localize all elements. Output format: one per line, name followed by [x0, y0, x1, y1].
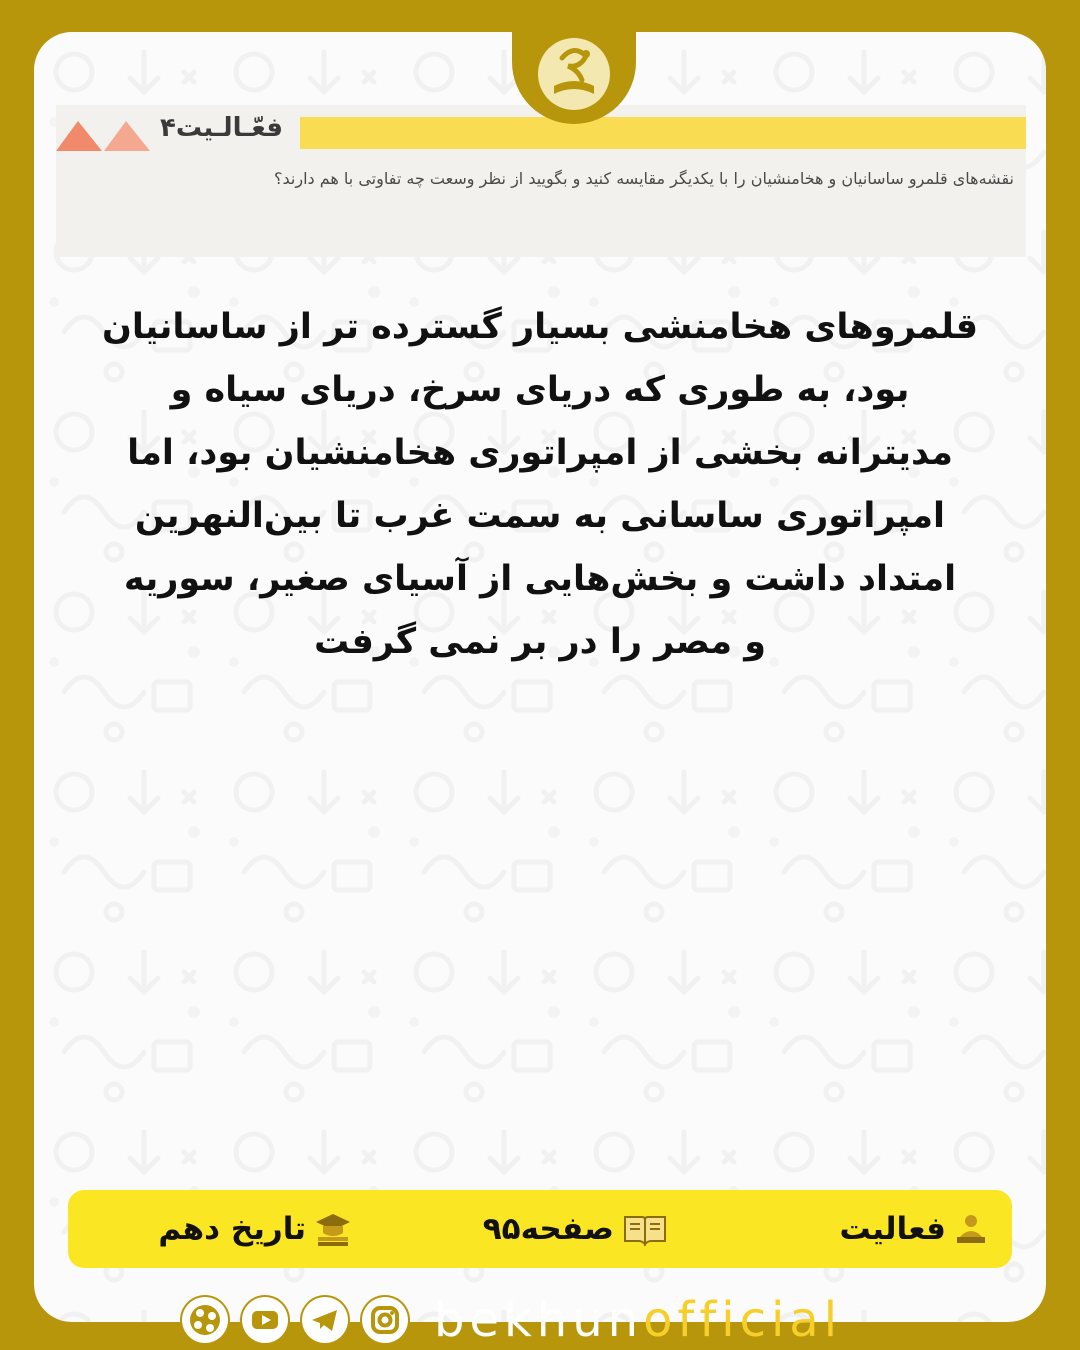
- brand-handle[interactable]: bekhunofficial: [434, 1292, 843, 1348]
- bekhun-logo-icon: [534, 34, 614, 114]
- graduation-cap-icon: [314, 1211, 352, 1247]
- activity-question: نقشه‌های قلمرو ساسانیان و هخامنشیان را با یکدیگر مقایسه کنید و بگویید از نظر وسعت چه تفاوتی با هم دارند؟: [274, 169, 1014, 188]
- answer-line: مدیترانه بخشی از امپراتوری هخامنشیان بود، اما: [127, 433, 953, 473]
- social-footer: [180, 1292, 842, 1348]
- telegram-icon[interactable]: [300, 1295, 350, 1345]
- page-number-label: صفحه۹۵: [483, 1190, 668, 1268]
- aparat-icon[interactable]: [180, 1295, 230, 1345]
- answer-line: قلمروهای هخامنشی بسیار گسترده تر از ساسانیان: [101, 307, 979, 347]
- decorative-arrows-icon: [56, 121, 156, 151]
- answer-line: و مصر را در بر نمی گرفت: [313, 622, 767, 662]
- activity-title: فعّـالـیت۴: [160, 113, 284, 143]
- textbook-activity-excerpt: [56, 105, 1026, 257]
- answer-line: امپراتوری ساسانی به سمت غرب تا بین‌النهرین: [134, 496, 946, 536]
- answer-line: امتداد داشت و بخش‌هایی از آسیای صغیر، سوریه: [123, 559, 957, 599]
- activity-type-label: فعالیت: [839, 1190, 988, 1268]
- instagram-icon[interactable]: [360, 1295, 410, 1345]
- youtube-icon[interactable]: [240, 1295, 290, 1345]
- info-bar: [68, 1190, 1012, 1268]
- teacher-icon: [954, 1212, 988, 1246]
- activity-title-bar: [300, 117, 1026, 149]
- subject-label: تاریخ دهم: [158, 1190, 352, 1268]
- book-icon: [622, 1211, 668, 1247]
- answer-text: [80, 296, 1000, 674]
- answer-line: بود، به طوری که دریای سرخ، دریای سیاه و: [170, 370, 910, 410]
